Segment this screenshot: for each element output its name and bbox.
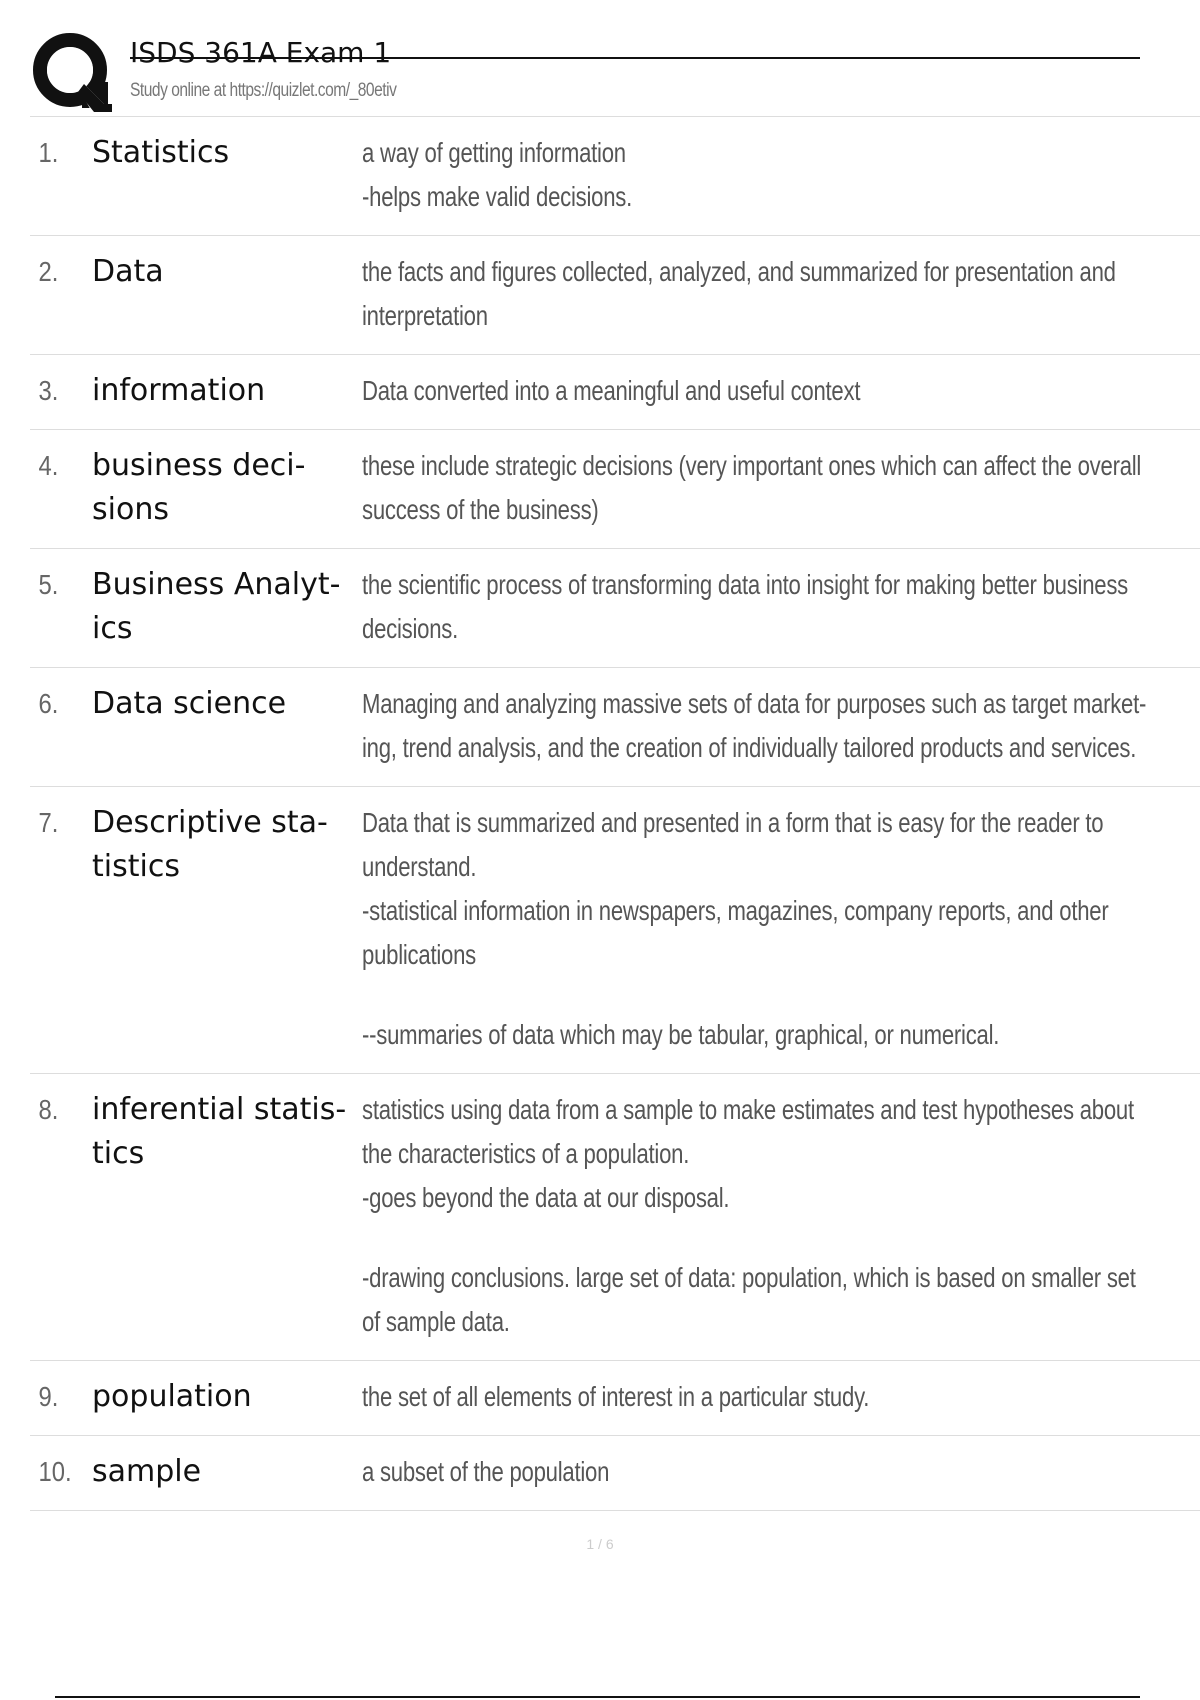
term-definition <box>362 369 1200 413</box>
term-row <box>30 430 1200 549</box>
term-row <box>30 668 1200 787</box>
term-row <box>30 355 1200 430</box>
term-number: 3. <box>38 375 59 406</box>
quizlet-logo-icon <box>32 32 112 112</box>
definition-line: publications <box>362 939 476 970</box>
term-label: business deci- sions <box>92 448 306 527</box>
definition-line: Managing and analyzing massive sets of data for purposes such as target market- <box>362 688 1147 719</box>
term-label: sample <box>92 1454 202 1489</box>
term-label: Business Analyt- ics <box>92 567 341 646</box>
term-row <box>30 236 1200 355</box>
definition-line: a way of getting information <box>362 137 626 168</box>
term-definition <box>362 250 1200 338</box>
term-row <box>30 1074 1200 1361</box>
term-number: 8. <box>38 1094 59 1125</box>
term-label: Descriptive sta- tistics <box>92 805 328 884</box>
term-definition <box>362 1375 1200 1419</box>
term-row <box>30 117 1200 236</box>
definition-line: understand. <box>362 851 477 882</box>
term-label: Data science <box>92 686 287 721</box>
term-number: 2. <box>38 256 59 287</box>
footer-rule <box>55 1696 1140 1698</box>
term-number: 10. <box>38 1456 72 1487</box>
term-number: 6. <box>38 688 59 719</box>
term-definition <box>362 563 1200 651</box>
term-row <box>30 787 1200 1074</box>
definition-line: -helps make valid decisions. <box>362 181 632 212</box>
page-header <box>30 30 1140 120</box>
term-definition <box>362 801 1200 1057</box>
term-number: 1. <box>38 137 59 168</box>
term-label: Data <box>92 254 164 289</box>
term-label: information <box>92 373 266 408</box>
term-label: population <box>92 1379 252 1414</box>
term-number: 4. <box>38 450 59 481</box>
term-row <box>30 1436 1200 1511</box>
document-title: ISDS 361A Exam 1 <box>130 36 392 69</box>
definition-line: -drawing conclusions. large set of data: population, which is based on smaller set <box>362 1262 1136 1293</box>
term-label: Statistics <box>92 135 230 170</box>
definition-spacer <box>362 977 1200 1013</box>
definition-line: ing, trend analysis, and the creation of individually tailored products and services. <box>362 732 1137 763</box>
term-row <box>30 549 1200 668</box>
term-definition <box>362 1450 1200 1494</box>
study-online-link-text: Study online at https://quizlet.com/_80etiv <box>130 80 397 101</box>
definition-line: -statistical information in newspapers, magazines, company reports, and other <box>362 895 1109 926</box>
definition-line: these include strategic decisions (very important ones which can affect the overall <box>362 450 1142 481</box>
definition-line: Data converted into a meaningful and useful context <box>362 375 861 406</box>
definition-line: -goes beyond the data at our disposal. <box>362 1182 730 1213</box>
definition-line: interpretation <box>362 300 488 331</box>
definition-line: statistics using data from a sample to make estimates and test hypotheses about <box>362 1094 1134 1125</box>
terms-list <box>30 116 1200 1511</box>
term-label: inferential statis- tics <box>92 1092 347 1171</box>
term-number: 9. <box>38 1381 59 1412</box>
term-row <box>30 1361 1200 1436</box>
definition-line: decisions. <box>362 613 458 644</box>
page-number: 1 / 6 <box>586 1536 614 1552</box>
definition-line: of sample data. <box>362 1306 510 1337</box>
term-definition <box>362 682 1200 770</box>
term-number: 5. <box>38 569 59 600</box>
definition-line: a subset of the population <box>362 1456 610 1487</box>
definition-line: the characteristics of a population. <box>362 1138 690 1169</box>
term-definition <box>362 131 1200 219</box>
definition-line: the set of all elements of interest in a particular study. <box>362 1381 870 1412</box>
definition-line: Data that is summarized and presented in a form that is easy for the reader to <box>362 807 1104 838</box>
definition-line: the facts and figures collected, analyzed, and summarized for presentation and <box>362 256 1116 287</box>
term-definition <box>362 444 1200 532</box>
term-number: 7. <box>38 807 59 838</box>
definition-line: success of the business) <box>362 494 599 525</box>
definition-line: the scientific process of transforming data into insight for making better business <box>362 569 1128 600</box>
definition-spacer <box>362 1220 1200 1256</box>
term-definition <box>362 1088 1200 1344</box>
definition-line: --summaries of data which may be tabular, graphical, or numerical. <box>362 1019 1000 1050</box>
